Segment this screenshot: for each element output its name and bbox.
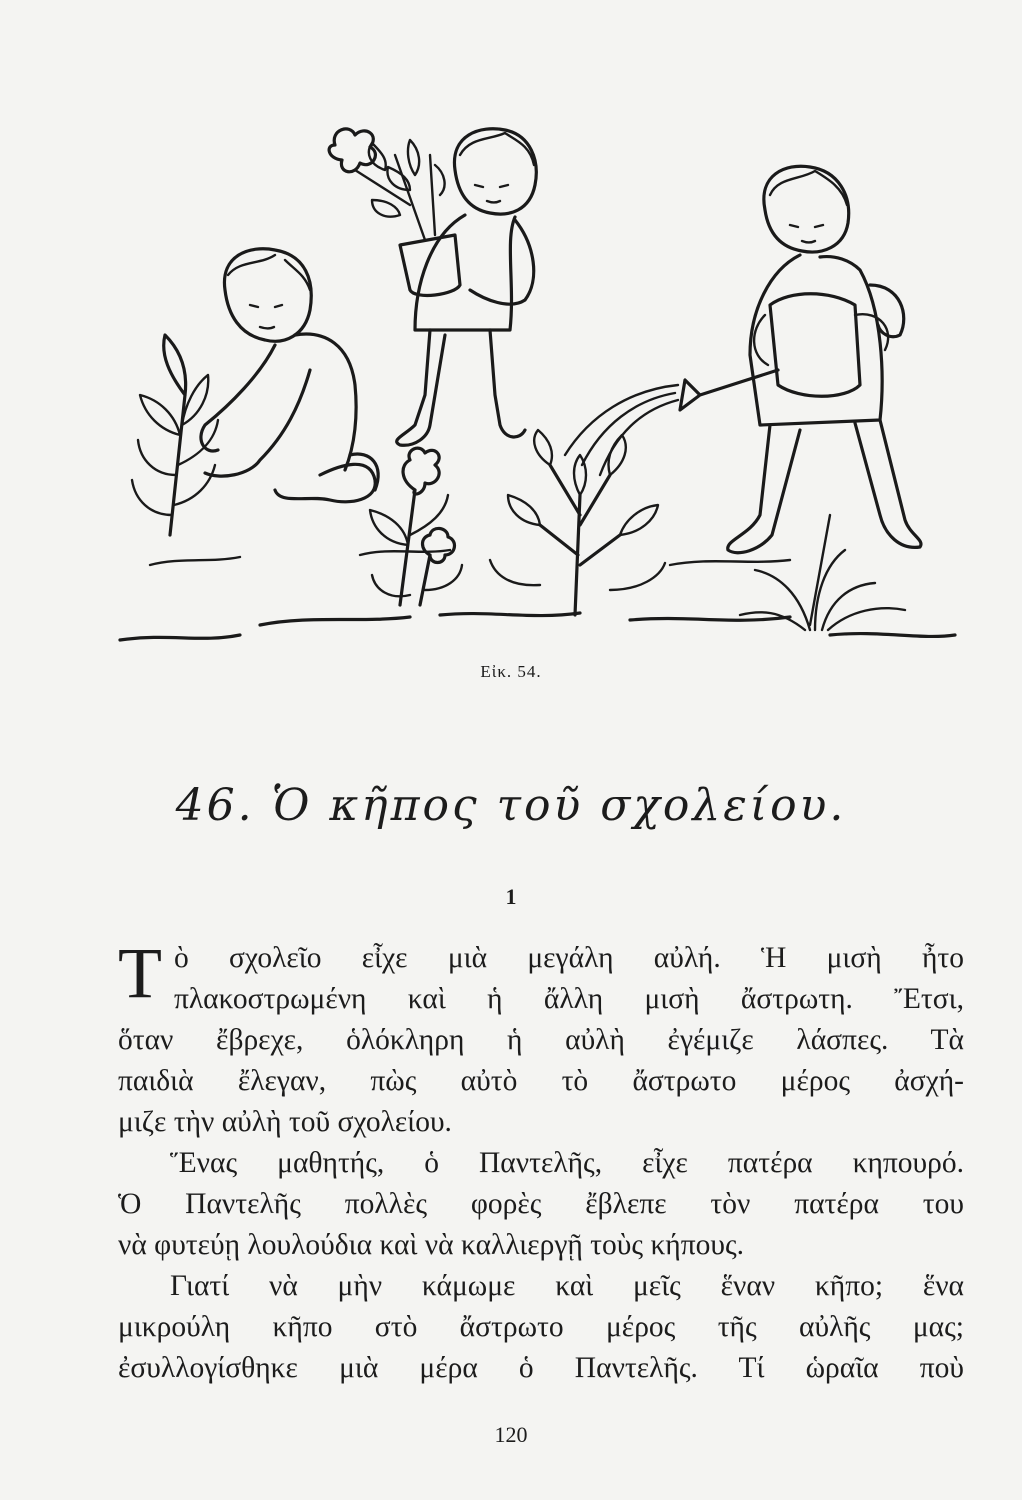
grass-tuft xyxy=(740,515,905,630)
section-number: 1 xyxy=(505,884,517,909)
paragraph-line: Γιατί νὰ μὴν κάμωμε καὶ μεῖς ἕναν κῆπο; ἕνα xyxy=(170,1270,964,1302)
paragraph-line: νὰ φυτεύῃ λουλούδια καὶ νὰ καλλιεργῇ τοὺς κήπους. xyxy=(118,1229,745,1261)
crouching-child-figure xyxy=(201,249,378,502)
paragraph-line: ὅταν ἔβρεχε, ὁλόκληρη ἡ αὐλὴ ἐγέμιζε λάσπες. Τὰ xyxy=(118,1024,964,1056)
paragraph-line: Ὁ Παντελῆς πολλὲς φορὲς ἔβλεπε τὸν πατέρα του xyxy=(118,1188,964,1220)
drop-cap: Τ xyxy=(118,933,162,1013)
paragraph-line: μικρούλη κῆπο στὸ ἄστρωτο μέρος τῆς αὐλῆς μας; xyxy=(118,1311,964,1343)
children-gardening-illustration xyxy=(110,95,960,655)
paragraph-line: μιζε τὴν αὐλὴ τοῦ σχολείου. xyxy=(118,1106,452,1138)
figure-caption: Εἰκ. 54. xyxy=(480,662,542,681)
seedling-plant xyxy=(132,335,218,535)
paragraph-line: Τὸ σχολεῖο εἶχε μιὰ μεγάλη αὐλή. Ἡ μισὴ ἦτο xyxy=(118,933,964,1013)
flower-plants xyxy=(370,430,665,615)
child-watering-figure xyxy=(680,166,921,552)
body-text xyxy=(118,933,964,1389)
paragraph-line: ἐσυλλογίσθηκε μιὰ μέρα ὁ Παντελῆς. Τί ὡραῖα ποὺ xyxy=(118,1352,964,1384)
paragraph-line: παιδιὰ ἔλεγαν, πὼς αὐτὸ τὸ ἄστρωτο μέρος ἀσχή- xyxy=(118,1065,964,1097)
page-number: 120 xyxy=(494,1422,528,1447)
chapter-title: 46. Ὁ κῆπος τοῦ σχολείου. xyxy=(175,780,847,831)
child-holding-pot-figure xyxy=(329,129,536,445)
paragraph-line: Ἕνας μαθητής, ὁ Παντελῆς, εἶχε πατέρα κηπουρό. xyxy=(170,1147,964,1179)
paragraph-line: πλακοστρωμένη καὶ ἡ ἄλλη μισὴ ἄστρωτη. Ἔτσι, xyxy=(173,983,964,1015)
